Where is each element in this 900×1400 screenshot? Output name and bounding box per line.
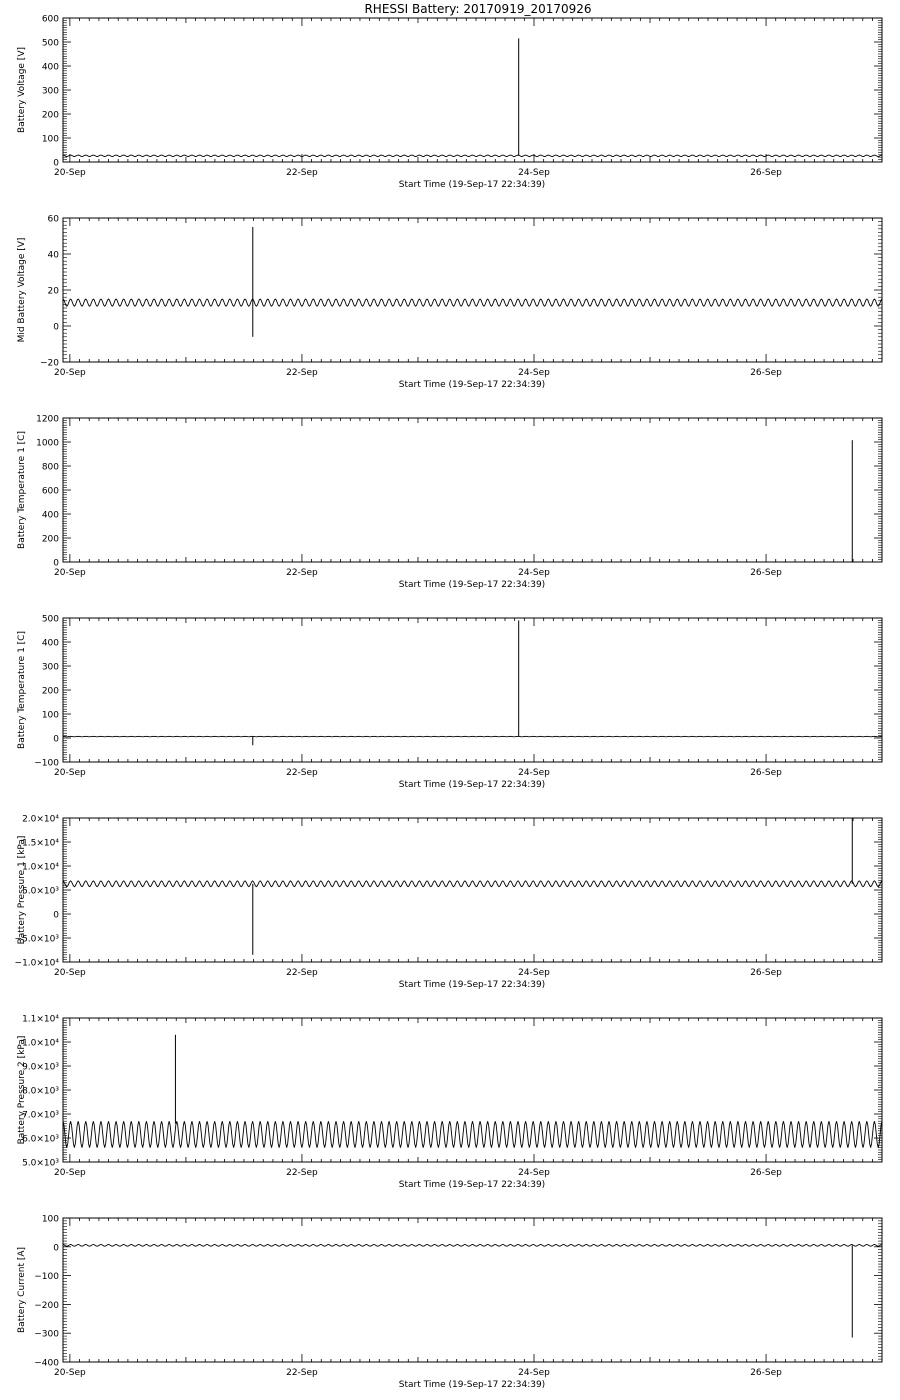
panel-7: [17, 1215, 882, 1391]
y-tick-label: 600: [41, 486, 59, 497]
y-tick-label: 400: [41, 638, 59, 649]
y-tick-label: 5.0×10³: [22, 886, 59, 897]
y-tick-label: 0: [53, 322, 59, 333]
y-tick-label: 7.0×10³: [22, 1110, 59, 1121]
y-tick-label: 200: [41, 686, 59, 697]
x-tick-label: 24-Sep: [518, 168, 550, 178]
x-tick-label: 20-Sep: [54, 768, 86, 778]
y-tick-label: 200: [41, 110, 59, 121]
y-tick-label: −1.0×10⁴: [14, 958, 59, 969]
plot-frame: [63, 1218, 882, 1362]
y-tick-label: 0: [53, 910, 59, 921]
y-tick-label: 2.0×10⁴: [22, 814, 59, 825]
y-tick-label: 1.0×10⁴: [22, 862, 59, 873]
y-tick-label: 0: [53, 558, 59, 569]
y-tick-label: 100: [41, 710, 59, 721]
y-tick-label: 0: [53, 734, 59, 745]
x-tick-label: 24-Sep: [518, 1168, 550, 1178]
x-tick-label: 20-Sep: [54, 968, 86, 978]
y-axis-label: Battery Pressure 2 [kPa]: [17, 1035, 27, 1145]
figure-title: RHESSI Battery: 20170919_20170926: [364, 2, 592, 16]
series-line: [63, 299, 882, 306]
series-line: [63, 1245, 882, 1247]
y-tick-label: −20: [40, 358, 59, 369]
x-tick-label: 26-Sep: [750, 1368, 782, 1378]
y-tick-label: −200: [34, 1300, 59, 1311]
x-tick-label: 22-Sep: [286, 768, 318, 778]
x-axis-label: Start Time (19-Sep-17 22:34:39): [398, 1380, 546, 1390]
y-tick-label: 0: [53, 158, 59, 169]
x-tick-label: 26-Sep: [750, 768, 782, 778]
y-axis-label: Battery Current [A]: [17, 1246, 27, 1334]
panel-2: [17, 215, 882, 391]
y-tick-label: 800: [41, 462, 59, 473]
x-tick-label: 22-Sep: [286, 1168, 318, 1178]
x-tick-label: 22-Sep: [286, 968, 318, 978]
plot-frame: [63, 818, 882, 962]
y-tick-label: 300: [41, 662, 59, 673]
y-tick-label: −300: [34, 1329, 59, 1340]
y-tick-label: 500: [41, 614, 59, 625]
y-tick-label: 40: [47, 250, 59, 261]
panel-5: [15, 815, 882, 991]
y-tick-label: 1200: [36, 414, 59, 425]
y-tick-label: 60: [47, 214, 59, 225]
panel-4: [17, 615, 882, 791]
x-tick-label: 20-Sep: [54, 1368, 86, 1378]
y-tick-label: 8.0×10³: [22, 1086, 59, 1097]
panel-3: [17, 415, 882, 591]
y-tick-label: 6.0×10³: [22, 1134, 59, 1145]
y-tick-label: 1.5×10⁴: [22, 838, 59, 849]
plot-frame: [63, 618, 882, 762]
panel-6: [17, 1015, 882, 1191]
x-tick-label: 20-Sep: [54, 368, 86, 378]
x-tick-label: 26-Sep: [750, 1168, 782, 1178]
y-tick-label: 1.1×10⁴: [22, 1014, 59, 1025]
x-tick-label: 24-Sep: [518, 968, 550, 978]
y-tick-label: 600: [41, 14, 59, 25]
x-tick-label: 24-Sep: [518, 768, 550, 778]
y-tick-label: −400: [34, 1358, 59, 1369]
x-axis-label: Start Time (19-Sep-17 22:34:39): [398, 580, 546, 590]
y-tick-label: 5.0×10³: [22, 1158, 59, 1169]
y-tick-label: 300: [41, 86, 59, 97]
y-tick-label: −100: [34, 758, 59, 769]
x-axis-label: Start Time (19-Sep-17 22:34:39): [398, 380, 546, 390]
y-axis-label: Battery Pressure 1 [kPa]: [17, 835, 27, 945]
x-tick-label: 26-Sep: [750, 168, 782, 178]
x-tick-label: 20-Sep: [54, 1168, 86, 1178]
x-tick-label: 26-Sep: [750, 368, 782, 378]
y-axis-label: Battery Temperature 1 [C]: [17, 431, 27, 549]
series-line: [63, 881, 882, 887]
y-tick-label: 400: [41, 62, 59, 73]
x-axis-label: Start Time (19-Sep-17 22:34:39): [398, 180, 546, 190]
y-tick-label: −5.0×10³: [14, 934, 59, 945]
x-tick-label: 22-Sep: [286, 368, 318, 378]
y-tick-label: 100: [41, 134, 59, 145]
plot-frame: [63, 218, 882, 362]
y-tick-label: 20: [47, 286, 59, 297]
x-tick-label: 22-Sep: [286, 1368, 318, 1378]
x-tick-label: 26-Sep: [750, 568, 782, 578]
series-line: [63, 155, 882, 156]
y-tick-label: 100: [41, 1214, 59, 1225]
y-tick-label: 400: [41, 510, 59, 521]
y-tick-label: −100: [34, 1272, 59, 1283]
y-tick-label: 0: [53, 1243, 59, 1254]
y-tick-label: 1.0×10⁴: [22, 1038, 59, 1049]
y-tick-label: 200: [41, 534, 59, 545]
x-tick-label: 24-Sep: [518, 368, 550, 378]
y-axis-label: Mid Battery Voltage [V]: [17, 237, 27, 343]
x-tick-label: 26-Sep: [750, 968, 782, 978]
x-tick-label: 24-Sep: [518, 1368, 550, 1378]
y-axis-label: Battery Voltage [V]: [17, 47, 27, 133]
x-tick-label: 22-Sep: [286, 568, 318, 578]
y-tick-label: 1000: [36, 438, 59, 449]
panel-1: [17, 15, 882, 191]
x-axis-label: Start Time (19-Sep-17 22:34:39): [398, 980, 546, 990]
y-axis-label: Battery Temperature 1 [C]: [17, 631, 27, 749]
x-tick-label: 20-Sep: [54, 168, 86, 178]
series-line: [63, 1121, 882, 1147]
plot-frame: [63, 1018, 882, 1162]
plot-frame: [63, 18, 882, 162]
x-tick-label: 20-Sep: [54, 568, 86, 578]
x-tick-label: 24-Sep: [518, 568, 550, 578]
x-tick-label: 22-Sep: [286, 168, 318, 178]
y-tick-label: 500: [41, 38, 59, 49]
x-axis-label: Start Time (19-Sep-17 22:34:39): [398, 780, 546, 790]
y-tick-label: 9.0×10³: [22, 1062, 59, 1073]
plot-frame: [63, 418, 882, 562]
x-axis-label: Start Time (19-Sep-17 22:34:39): [398, 1180, 546, 1190]
